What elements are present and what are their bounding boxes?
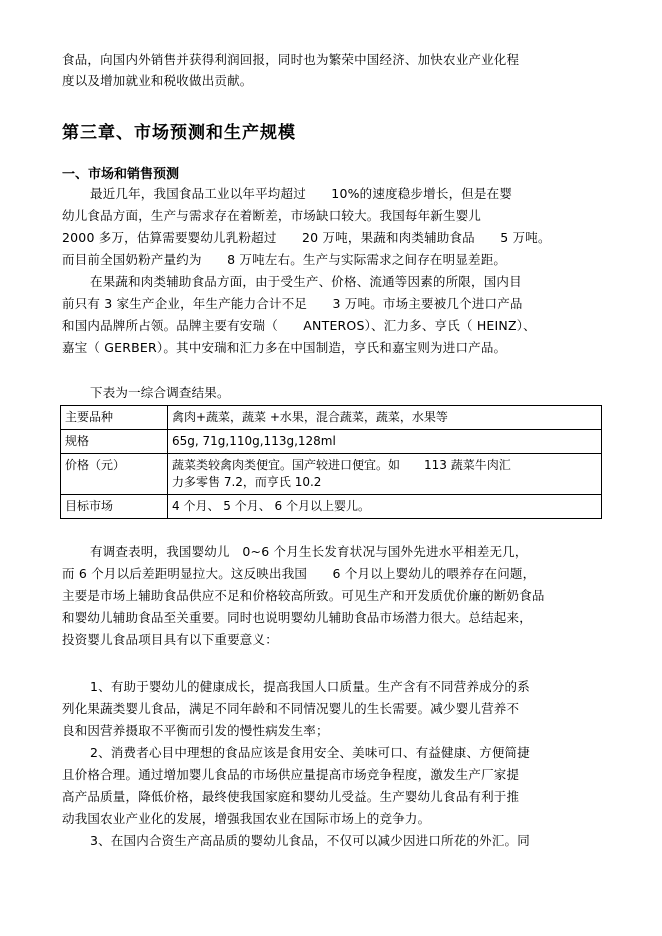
para3-line-4: 和婴幼儿辅助食品至关重要。同时也说明婴幼儿辅助食品市场潜力很大。总结起来， xyxy=(62,610,532,625)
para1-line-2: 幼儿食品方面，生产与需求存在着断差，市场缺口较大。我国每年新生婴儿 xyxy=(62,208,482,223)
para2-line-3: 和国内品牌所占领。品牌主要有安瑞（ ANTEROS）、汇力多、亨氏（ HEINZ）、 xyxy=(62,318,536,333)
para2-line-2: 前只有 3 家生产企业，年生产能力合计不足 3 万吨。市场主要被几个进口产品 xyxy=(62,296,523,311)
table-row-value xyxy=(168,454,602,495)
para3-line-3: 主要是市场上辅助食品供应不足和价格较高所致。可见生产和开发质优价廉的断奶食品 xyxy=(62,588,545,603)
table-row-value: 禽肉+蔬菜，蔬菜 +水果，混合蔬菜，蔬菜，水果等 xyxy=(168,406,602,430)
item2-line-4: 动我国农业产业化的发展，增强我国农业在国际市场上的竞争力。 xyxy=(62,811,431,826)
para3-line-5: 投资婴儿食品项目具有以下重要意义： xyxy=(62,632,278,647)
para2-line-1: 在果蔬和肉类辅助食品方面，由于受生产、价格、流通等因素的所限，国内目 xyxy=(90,274,522,289)
table-row-value: 4 个月、 5 个月、 6 个月以上婴儿。 xyxy=(168,495,602,519)
para1-line-1: 最近几年，我国食品工业以年平均超过 10%的速度稳步增长，但是在婴 xyxy=(90,186,513,201)
table-row xyxy=(61,406,602,430)
para3-line-2: 而 6 个月以后差距明显拉大。这反映出我国 6 个月以上婴幼儿的喂养存在问题， xyxy=(62,566,536,581)
para3-line-1: 有调查表明，我国婴幼儿 0~6 个月生长发育状况与国外先进水平相差无几， xyxy=(90,544,528,559)
table-row-key: 价格（元） xyxy=(61,454,168,495)
chapter-title: 第三章、市场预测和生产规模 xyxy=(62,123,296,143)
item2-line-2: 且价格合理。通过增加婴儿食品的市场供应量提高市场竞争程度，激发生产厂家提 xyxy=(62,767,520,782)
table-row xyxy=(61,430,602,454)
item1-line-2: 列化果蔬类婴儿食品，满足不同年龄和不同情况婴儿的生长需要。减少婴儿营养不 xyxy=(62,701,520,716)
table-row-value-line: 蔬菜类较禽肉类便宜。国产较进口便宜。如 113 蔬菜牛肉汇 xyxy=(172,458,511,472)
intro-line-2: 度以及增加就业和税收做出贡献。 xyxy=(62,73,253,88)
table-row xyxy=(61,495,602,519)
table-row-value: 65g, 71g,110g,113g,128ml xyxy=(168,430,602,454)
table-row-key: 主要品种 xyxy=(61,406,168,430)
para2-line-4: 嘉宝（ GERBER）。其中安瑞和汇力多在中国制造，亨氏和嘉宝则为进口产品。 xyxy=(62,340,507,355)
item1-line-3: 良和因营养摄取不平衡而引发的慢性病发生率； xyxy=(62,723,329,738)
section-title: 一、市场和销售预测 xyxy=(62,167,180,182)
table-row xyxy=(61,454,602,495)
intro-line-1: 食品，向国内外销售并获得利润回报，同时也为繁荣中国经济、加快农业产业化程 xyxy=(62,52,520,67)
item2-line-1: 2、消费者心目中理想的食品应该是食用安全、美味可口、有益健康、方便简捷 xyxy=(90,745,530,760)
table-row-key: 规格 xyxy=(61,430,168,454)
item3-line-1: 3、在国内合资生产高品质的婴幼儿食品，不仅可以减少因进口所花的外汇。同 xyxy=(90,833,530,848)
item2-line-3: 高产品质量，降低价格，最终使我国家庭和婴幼儿受益。生产婴幼儿食品有利于推 xyxy=(62,789,520,804)
table-row-key: 目标市场 xyxy=(61,495,168,519)
para1-line-4: 而目前全国奶粉产量约为 8 万吨左右。生产与实际需求之间存在明显差距。 xyxy=(62,252,507,267)
survey-table xyxy=(60,405,602,519)
table-row-value-line: 力多零售 7.2，而亨氏 10.2 xyxy=(172,475,322,489)
table-caption: 下表为一综合调查结果。 xyxy=(90,385,230,400)
para1-line-3: 2000 多万，估算需要婴幼儿乳粉超过 20 万吨，果蔬和肉类辅助食品 5 万吨。 xyxy=(62,230,551,245)
item1-line-1: 1、有助于婴幼儿的健康成长，提高我国人口质量。生产含有不同营养成分的系 xyxy=(90,679,530,694)
